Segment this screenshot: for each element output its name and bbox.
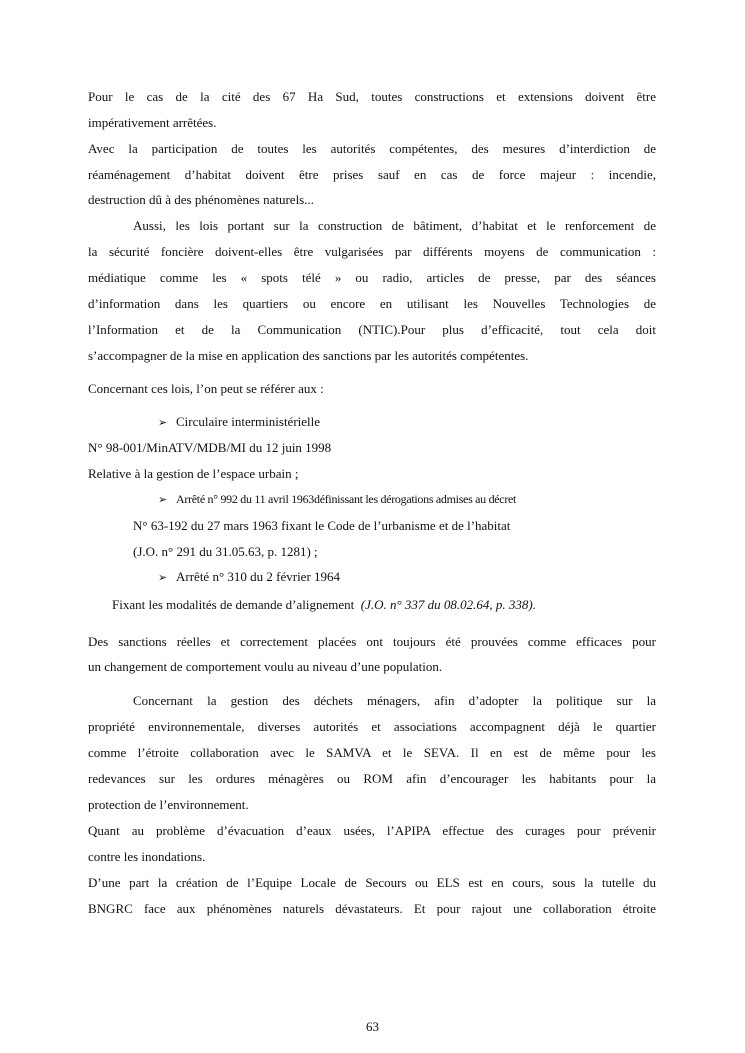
- list-item: [158, 569, 340, 586]
- paragraph-line: redevances sur les ordures ménagères ou ROM afin d’encourager les habitants pour la: [88, 771, 656, 786]
- paragraph-line: N° 63-192 du 27 mars 1963 fixant le Code de l’urbanisme et de l’habitat: [133, 518, 511, 533]
- list-item: [158, 414, 320, 431]
- list-item-text: Circulaire interministérielle: [176, 414, 321, 429]
- paragraph-line: la sécurité foncière doivent-elles être vulgarisées par différents moyens de communication :: [88, 244, 656, 259]
- paragraph-line: BNGRC face aux phénomènes naturels dévastateurs. Et pour rajout une collaboration étroite: [88, 901, 656, 916]
- paragraph-line: propriété environnementale, diverses autorités et associations accompagnent déjà le quartier: [88, 719, 656, 734]
- paragraph-line: [112, 597, 536, 613]
- paragraph-line: Des sanctions réelles et correctement placées ont toujours été prouvées comme efficaces pour: [88, 634, 656, 649]
- paragraph-line: destruction dû à des phénomènes naturels...: [88, 192, 314, 207]
- paragraph-line: s’accompagner de la mise en application des sanctions par les autorités compétentes.: [88, 348, 529, 363]
- paragraph-line: contre les inondations.: [88, 849, 206, 864]
- paragraph-line: Concernant ces lois, l’on peut se référer aux :: [88, 381, 324, 396]
- paragraph-line: médiatique comme les « spots télé » ou radio, articles de presse, par des séances: [88, 270, 656, 285]
- paragraph-line: Concernant la gestion des déchets ménagers, afin d’adopter la politique sur la: [133, 693, 656, 708]
- paragraph-line: D’une part la création de l’Equipe Locale de Secours ou ELS est en cours, sous la tutelle du: [88, 875, 656, 890]
- paragraph-line: protection de l’environnement.: [88, 797, 249, 812]
- arrow-bullet-icon: ➢: [158, 417, 168, 429]
- page-number: 63: [366, 1019, 379, 1034]
- paragraph-line: Aussi, les lois portant sur la construction de bâtiment, d’habitat et le renforcement de: [133, 218, 656, 233]
- paragraph-line: réaménagement d’habitat doivent être prises sauf en cas de force majeur : incendie,: [88, 167, 656, 182]
- list-item-text: Arrêté n° 310 du 2 février 1964: [176, 569, 341, 584]
- regulation-text: Fixant les modalités de demande d’alignement: [112, 597, 355, 612]
- arrow-bullet-icon: ➢: [158, 494, 167, 506]
- paragraph-line: l’Information et de la Communication (NTIC).Pour plus d’efficacité, tout cela doit: [88, 322, 656, 337]
- paragraph-line: (J.O. n° 291 du 31.05.63, p. 1281) ;: [133, 544, 318, 559]
- arrow-bullet-icon: ➢: [158, 572, 168, 584]
- paragraph-line: un changement de comportement voulu au niveau d’une population.: [88, 659, 443, 674]
- paragraph-line: Pour le cas de la cité des 67 Ha Sud, toutes constructions et extensions doivent être: [88, 89, 656, 104]
- list-item-text: Arrêté n° 992 du 11 avril 1963définissant les dérogations admises au décret: [176, 492, 517, 506]
- paragraph-line: comme l’étroite collaboration avec le SAMVA et le SEVA. Il en est de même pour les: [88, 745, 656, 760]
- paragraph-line: Relative à la gestion de l’espace urbain ;: [88, 466, 299, 481]
- list-item: [158, 491, 516, 508]
- journal-reference: (J.O. n° 337 du 08.02.64, p. 338).: [360, 597, 537, 612]
- paragraph-line: N° 98-001/MinATV/MDB/MI du 12 juin 1998: [88, 440, 332, 455]
- paragraph-line: Quant au problème d’évacuation d’eaux usées, l’APIPA effectue des curages pour prévenir: [88, 823, 656, 838]
- paragraph-line: Avec la participation de toutes les autorités compétentes, des mesures d’interdiction de: [88, 141, 656, 156]
- paragraph-line: d’information dans les quartiers ou encore en utilisant les Nouvelles Technologies de: [88, 296, 656, 311]
- paragraph-line: impérativement arrêtées.: [88, 115, 217, 130]
